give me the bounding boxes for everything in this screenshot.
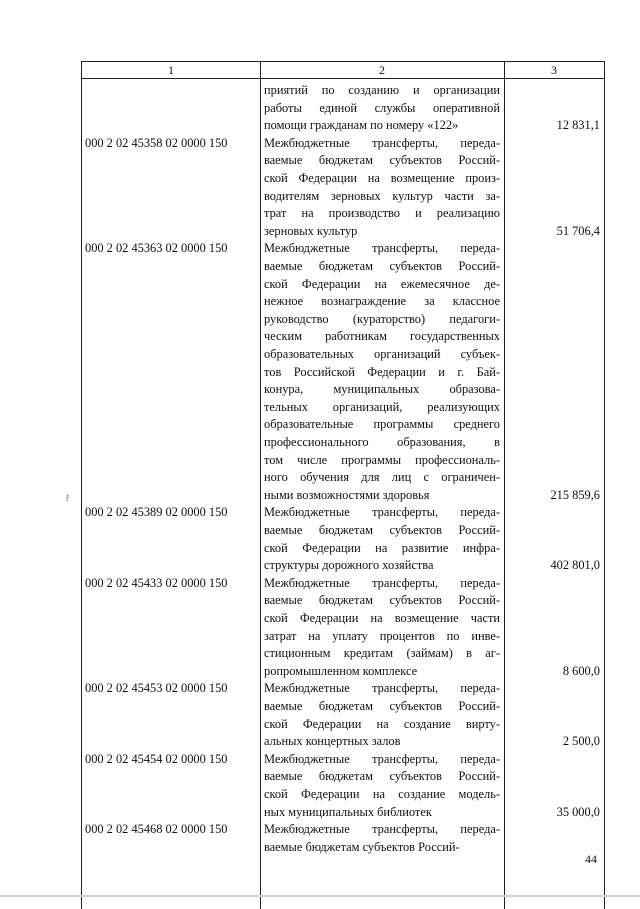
description-line: ного обучения для лиц с ограничен- [264, 470, 500, 485]
table-row [82, 821, 604, 856]
amount: 215 859,6 [550, 487, 600, 502]
budget-code: 000 2 02 45454 02 0000 150 [85, 751, 228, 766]
amount: 2 500,0 [562, 734, 600, 749]
description-line: тов Российской Федерации и г. Бай- [264, 364, 500, 379]
table-row [82, 240, 604, 504]
description-line: тельных организаций, реализующих [264, 399, 500, 414]
description [264, 82, 500, 135]
table-row [82, 751, 604, 821]
description-line: руководство (кураторство) педагоги- [264, 311, 500, 326]
description-line: ваемые бюджетам субъектов Россий- [264, 153, 500, 168]
amount: 402 801,0 [550, 558, 600, 573]
description-line: ваемые бюджетам субъектов Россий- [264, 769, 500, 784]
description-line: ской Федерации на создание вирту- [264, 716, 500, 731]
description [264, 504, 500, 574]
description-line: альных концертных залов [264, 734, 401, 749]
description-line: ропромышленном комплексе [264, 663, 418, 678]
description-line: водителям зерновых культур части за- [264, 188, 500, 203]
description-line: ваемые бюджетам субъектов Россий- [264, 593, 500, 608]
description-line: ваемые бюджетам субъектов Россий- [264, 839, 460, 854]
description-line: ваемые бюджетам субъектов Россий- [264, 698, 500, 713]
description-line: ваемые бюджетам субъектов Россий- [264, 522, 500, 537]
description-line: стиционным кредитам (займам) в аг- [264, 646, 500, 661]
description-line: трат на производство и реализацию [264, 206, 500, 221]
description-line: Межбюджетные трансферты, переда- [264, 505, 500, 520]
description-line: Межбюджетные трансферты, переда- [264, 681, 500, 696]
description [264, 575, 500, 681]
description [264, 821, 500, 856]
description-line: ческим работникам государственных [264, 329, 500, 344]
amount: 8 600,0 [562, 663, 600, 678]
table-row [82, 135, 604, 241]
margin-mark: ř [66, 493, 69, 503]
description-line: Межбюджетные трансферты, переда- [264, 822, 500, 837]
description-line: Межбюджетные трансферты, переда- [264, 575, 500, 590]
table-row [82, 575, 604, 681]
description-line: ных муниципальных библиотек [264, 804, 432, 819]
description-line: приятий по созданию и организации [264, 83, 500, 97]
description-line: том числе программы профессиональ- [264, 452, 500, 467]
amount: 12 831,1 [556, 118, 600, 133]
description-line: затрат на уплату процентов по инве- [264, 628, 500, 643]
description-line: Межбюджетные трансферты, переда- [264, 241, 500, 256]
description-line: ской Федерации на возмещение части [264, 610, 500, 625]
description-line: образовательные программы среднего [264, 417, 500, 432]
header-divider [82, 78, 604, 79]
amount: 51 706,4 [556, 223, 600, 238]
budget-code: 000 2 02 45453 02 0000 150 [85, 681, 228, 696]
page-number: 44 [585, 852, 597, 866]
description-line: помощи гражданам по номеру «122» [264, 118, 459, 133]
description-line: нежное вознаграждение за классное [264, 294, 500, 309]
budget-code: 000 2 02 45363 02 0000 150 [85, 241, 228, 256]
description-line: ными возможностями здоровья [264, 487, 430, 502]
scan-edge [0, 895, 640, 897]
budget-table [81, 61, 605, 909]
description [264, 751, 500, 821]
description-line: ской Федерации на ежемесячное де- [264, 276, 500, 291]
table-row [82, 680, 604, 750]
description-line: профессионального образования, в [264, 434, 500, 449]
table-row [82, 504, 604, 574]
description-line: ской Федерации на возмещение произ- [264, 170, 500, 185]
description [264, 680, 500, 750]
amount: 35 000,0 [556, 804, 600, 819]
description-line: образовательных организаций субъек- [264, 346, 500, 361]
description-line: конура, муниципальных образова- [264, 382, 500, 397]
table-row [82, 82, 604, 135]
description [264, 135, 500, 241]
column-header-2: 2 [379, 63, 385, 77]
description-line: Межбюджетные трансферты, переда- [264, 135, 500, 150]
description-line: структуры дорожного хозяйства [264, 558, 434, 573]
description-line: зерновых культур [264, 223, 358, 238]
description-line: ской Федерации на создание модель- [264, 786, 500, 801]
description-line: ской Федерации на развитие инфра- [264, 540, 500, 555]
description-line: ваемые бюджетам субъектов Россий- [264, 258, 500, 273]
budget-code: 000 2 02 45389 02 0000 150 [85, 505, 228, 520]
description-line: Межбюджетные трансферты, переда- [264, 751, 500, 766]
column-header-1: 1 [168, 63, 174, 77]
budget-code: 000 2 02 45468 02 0000 150 [85, 822, 228, 837]
column-header-3: 3 [551, 63, 557, 77]
description-line: работы единой службы оперативной [264, 100, 500, 115]
budget-code: 000 2 02 45433 02 0000 150 [85, 575, 228, 590]
description [264, 240, 500, 504]
budget-code: 000 2 02 45358 02 0000 150 [85, 135, 228, 150]
